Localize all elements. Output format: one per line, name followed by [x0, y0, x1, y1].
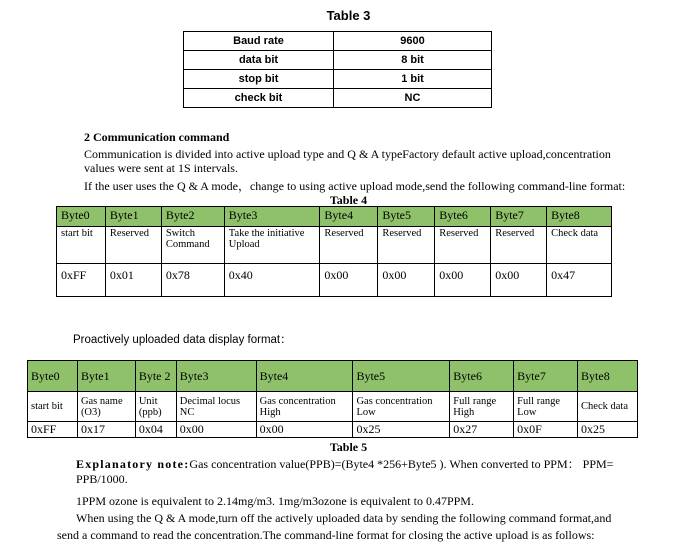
header-cell: Byte4	[320, 207, 378, 227]
note-text-cont: PPB/1000.	[76, 472, 128, 486]
paragraph-line: Communication is divided into active upload type and Q & A typeFactory default active upload,concentration	[84, 147, 611, 161]
header-cell: Byte8	[547, 207, 612, 227]
table-cell: 0x25	[353, 422, 450, 438]
header-cell: Byte8	[578, 361, 638, 392]
proactive-format-heading: Proactively uploaded data display format：	[73, 334, 292, 346]
explanatory-note	[76, 457, 666, 487]
table-row	[57, 227, 612, 264]
note-text: Gas concentration value(PPB)=(Byte4 *256+Byte5 ). When converted to PPM： PPM=	[189, 457, 614, 471]
table-cell: 9600	[334, 32, 492, 51]
qa-mode-text-cont: send a command to read the concentration.The command-line format for closing the active upload is as follows:	[57, 528, 595, 542]
table-row	[184, 32, 492, 51]
table-cell: Reserved	[491, 227, 547, 264]
table-cell: 0x27	[450, 422, 514, 438]
header-cell: Byte4	[256, 361, 353, 392]
table-cell: 0x25	[578, 422, 638, 438]
table-cell: Gas name (O3)	[77, 392, 135, 422]
table-cell: data bit	[184, 51, 334, 70]
table-cell: Take the initiative Upload	[224, 227, 320, 264]
table5	[27, 360, 638, 438]
table-cell: 0x00	[378, 264, 435, 297]
section-heading: 2 Communication command	[84, 130, 230, 144]
table-cell: Decimal locus NC	[176, 392, 256, 422]
table3-title: Table 3	[326, 8, 371, 23]
header-cell: Byte3	[224, 207, 320, 227]
table-row	[184, 70, 492, 89]
table4	[56, 206, 612, 297]
table-row	[184, 51, 492, 70]
table-cell: 0x00	[176, 422, 256, 438]
header-cell: Byte0	[57, 207, 106, 227]
table-cell: NC	[334, 89, 492, 108]
header-cell: Byte5	[353, 361, 450, 392]
table-cell: Gas concentration High	[256, 392, 353, 422]
table-cell: 0x04	[135, 422, 176, 438]
table-cell: check bit	[184, 89, 334, 108]
header-cell: Byte2	[161, 207, 224, 227]
table5-title: Table 5	[329, 440, 368, 454]
table-cell: 0x47	[547, 264, 612, 297]
table-cell: 0x00	[320, 264, 378, 297]
table-cell: 0x00	[491, 264, 547, 297]
header-cell: Byte5	[378, 207, 435, 227]
table-cell: Full range High	[450, 392, 514, 422]
table-cell: Switch Command	[161, 227, 224, 264]
table-cell: stop bit	[184, 70, 334, 89]
table-cell: Check data	[578, 392, 638, 422]
header-cell: Byte6	[435, 207, 491, 227]
table-cell: Gas concentration Low	[353, 392, 450, 422]
table-cell: Unit (ppb)	[135, 392, 176, 422]
table-cell: 0x0F	[514, 422, 578, 438]
table-cell: 0xFF	[57, 264, 106, 297]
note-label: Explanatory note:	[76, 457, 190, 471]
table-cell: Reserved	[435, 227, 491, 264]
table-row	[184, 89, 492, 108]
table-cell: 0x78	[161, 264, 224, 297]
table-cell: Full range Low	[514, 392, 578, 422]
table-row	[57, 264, 612, 297]
table-row	[28, 422, 638, 438]
header-cell: Byte3	[176, 361, 256, 392]
table3	[183, 31, 492, 108]
table-row	[28, 392, 638, 422]
paragraph-line: If the user uses the Q & A mode，change to using active upload mode,send the following command-line format:	[84, 179, 626, 193]
ozone-equivalence: 1PPM ozone is equivalent to 2.14mg/m3. 1mg/m3ozone is equivalent to 0.47PPM.	[76, 494, 474, 508]
table-header-row	[28, 361, 638, 392]
table-cell: Baud rate	[184, 32, 334, 51]
table-cell: 0x17	[77, 422, 135, 438]
table-cell: 0x01	[105, 264, 161, 297]
table-cell: 0x00	[435, 264, 491, 297]
table-cell: Reserved	[320, 227, 378, 264]
header-cell: Byte 2	[135, 361, 176, 392]
header-cell: Byte1	[77, 361, 135, 392]
table4-title: Table 4	[329, 193, 368, 207]
table-cell: 1 bit	[334, 70, 492, 89]
table-cell: 0x00	[256, 422, 353, 438]
table-cell: Reserved	[378, 227, 435, 264]
paragraph-line: values were sent at 1S intervals.	[84, 161, 238, 175]
table-cell: Reserved	[105, 227, 161, 264]
header-cell: Byte1	[105, 207, 161, 227]
qa-mode-text: When using the Q & A mode,turn off the actively uploaded data by sending the following command format,and	[76, 511, 612, 525]
table-cell: start bit	[57, 227, 106, 264]
header-cell: Byte7	[491, 207, 547, 227]
table-cell: start bit	[28, 392, 78, 422]
header-cell: Byte7	[514, 361, 578, 392]
table-cell: 0xFF	[28, 422, 78, 438]
header-cell: Byte6	[450, 361, 514, 392]
header-cell: Byte0	[28, 361, 78, 392]
table-cell: 8 bit	[334, 51, 492, 70]
table-header-row	[57, 207, 612, 227]
table-cell: 0x40	[224, 264, 320, 297]
table-cell: Check data	[547, 227, 612, 264]
